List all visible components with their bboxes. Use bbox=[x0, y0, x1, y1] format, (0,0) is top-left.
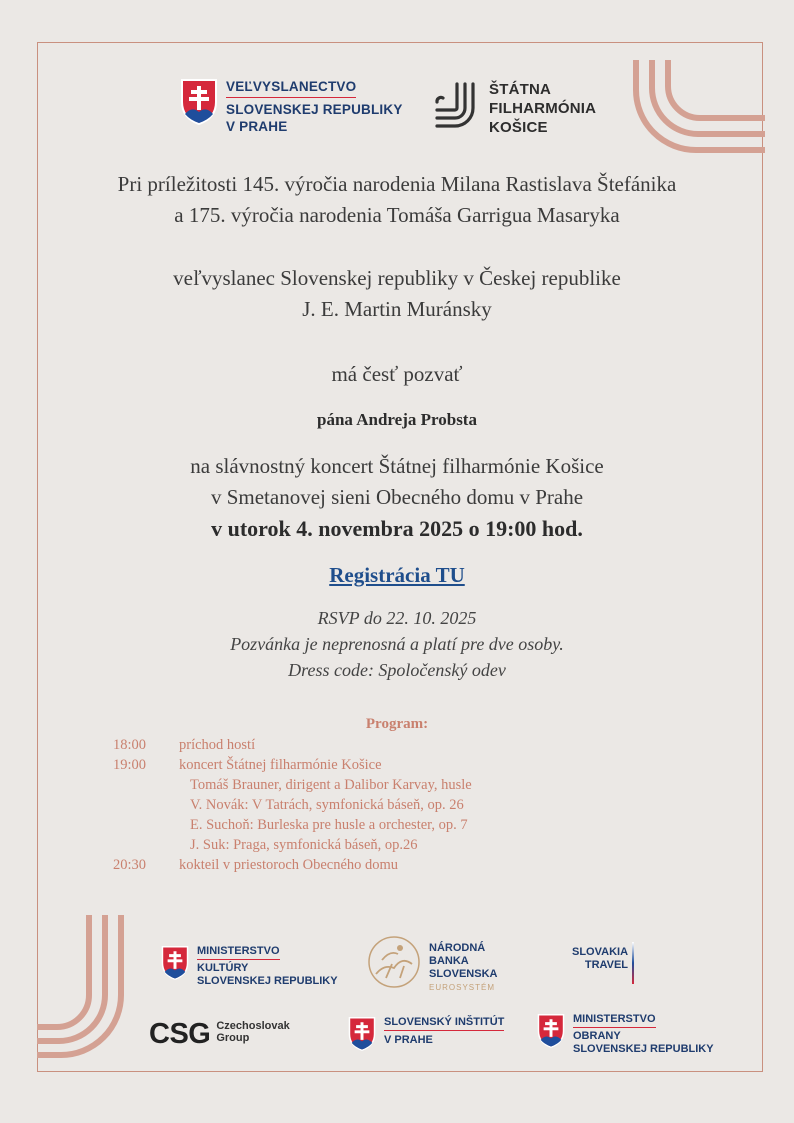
slovak-coat-of-arms-icon bbox=[161, 945, 189, 981]
program-time bbox=[113, 815, 179, 835]
national-bank-line3: SLOVENSKA bbox=[429, 968, 498, 980]
program-row bbox=[113, 735, 472, 755]
occasion-line-2: a 175. výročia narodenia Tomáša Garrigua Masaryka bbox=[174, 203, 620, 227]
slovakia-travel-line1: SLOVAKIA bbox=[572, 946, 629, 958]
defence-ministry-line2: OBRANY bbox=[573, 1030, 621, 1042]
national-bank-line1: NÁRODNÁ bbox=[429, 942, 486, 954]
program-text: koncert Štátnej filharmónie Košice bbox=[179, 757, 382, 773]
embassy-logo bbox=[180, 78, 403, 135]
program-row bbox=[113, 755, 472, 775]
philharmonic-logo bbox=[433, 80, 596, 137]
event-date-time: v utorok 4. novembra 2025 o 19:00 hod. bbox=[211, 516, 583, 541]
rsvp-line: RSVP do 22. 10. 2025 bbox=[317, 608, 477, 628]
program-time bbox=[113, 795, 179, 815]
registration-row bbox=[0, 561, 794, 592]
philharmonic-emblem-icon bbox=[433, 80, 479, 132]
csg-line2: Group bbox=[216, 1032, 250, 1044]
slovakia-travel-logo bbox=[572, 946, 634, 984]
registration-link[interactable]: Registrácia TU bbox=[329, 563, 465, 587]
slovak-coat-of-arms-icon bbox=[348, 1016, 376, 1052]
csg-wordmark: CSG bbox=[149, 1018, 211, 1050]
culture-ministry-line3: SLOVENSKEJ REPUBLIKY bbox=[197, 975, 338, 987]
national-bank-logo bbox=[366, 934, 497, 994]
slovak-institute-logo bbox=[348, 1016, 504, 1052]
dress-code: Dress code: Spoločenský odev bbox=[288, 660, 506, 680]
program-row bbox=[113, 815, 472, 835]
program-row bbox=[113, 835, 472, 855]
event-line-2: v Smetanovej sieni Obecného domu v Prahe bbox=[210, 485, 584, 509]
defence-ministry-logo bbox=[537, 1013, 714, 1056]
culture-ministry-line2: KULTÚRY bbox=[197, 962, 249, 974]
defence-ministry-line3: SLOVENSKEJ REPUBLIKY bbox=[573, 1043, 714, 1055]
program-text: príchod hostí bbox=[179, 737, 256, 753]
program-list bbox=[113, 735, 472, 875]
philharmonic-logo-line1: ŠTÁTNA bbox=[489, 81, 552, 98]
csg-logo bbox=[149, 1018, 290, 1050]
philharmonic-logo-line2: FILHARMÓNIA bbox=[489, 100, 597, 117]
slovakia-travel-line2: TRAVEL bbox=[584, 959, 629, 971]
csg-line1: Czechoslovak bbox=[216, 1020, 290, 1032]
program-time bbox=[113, 775, 179, 795]
program-row bbox=[113, 795, 472, 815]
occasion-line-1: Pri príležitosti 145. výročia narodenia Milana Rastislava Štefánika bbox=[117, 172, 677, 196]
program-title: Program: bbox=[365, 716, 429, 732]
embassy-logo-line2: SLOVENSKEJ REPUBLIKY bbox=[226, 102, 403, 117]
slovak-coat-of-arms-icon bbox=[537, 1013, 565, 1049]
program-time bbox=[113, 835, 179, 855]
slovak-institute-line1: SLOVENSKÝ INŠTITÚT bbox=[384, 1016, 504, 1031]
program-row bbox=[113, 855, 472, 875]
program-text: J. Suk: Praga, symfonická báseň, op.26 bbox=[190, 837, 418, 853]
program-time: 20:30 bbox=[113, 857, 147, 873]
slovakia-travel-bar bbox=[632, 942, 634, 984]
program-time: 19:00 bbox=[113, 757, 147, 773]
program-text: V. Novák: V Tatrách, symfonická báseň, op. 26 bbox=[190, 797, 464, 813]
national-bank-line4: EUROSYSTÉM bbox=[429, 983, 496, 992]
program-text: E. Suchoň: Burleska pre husle a orchester, op. 7 bbox=[190, 817, 468, 833]
program-text: Tomáš Brauner, dirigent a Dalibor Karvay, husle bbox=[190, 777, 472, 793]
embassy-logo-line3: V PRAHE bbox=[226, 119, 288, 134]
event-line-1: na slávnostný koncert Štátnej filharmónie Košice bbox=[190, 454, 604, 478]
defence-ministry-line1: MINISTERSTVO bbox=[573, 1013, 656, 1028]
national-bank-emblem-icon bbox=[366, 934, 422, 990]
philharmonic-logo-line3: KOŠICE bbox=[489, 119, 548, 136]
honor-line: má česť pozvať bbox=[331, 362, 463, 386]
slovak-institute-line2: V PRAHE bbox=[384, 1034, 433, 1046]
program-time: 18:00 bbox=[113, 737, 147, 753]
embassy-logo-line1: VEĽVYSLANECTVO bbox=[226, 78, 356, 98]
culture-ministry-line1: MINISTERSTVO bbox=[197, 945, 280, 960]
host-line-1: veľvyslanec Slovenskej republiky v Českej republike bbox=[173, 266, 621, 290]
host-line-2: J. E. Martin Muránsky bbox=[302, 297, 492, 321]
decorative-arcs-bottom-left bbox=[37, 915, 127, 1065]
national-bank-line2: BANKA bbox=[429, 955, 469, 967]
decorative-arcs-top-right bbox=[630, 60, 765, 160]
program-text: kokteil v priestoroch Obecného domu bbox=[179, 857, 399, 873]
transfer-note: Pozvánka je neprenosná a platí pre dve osoby. bbox=[230, 634, 564, 654]
guest-name: pána Andreja Probsta bbox=[317, 410, 477, 429]
program-row bbox=[113, 775, 472, 795]
slovak-coat-of-arms-icon bbox=[180, 78, 218, 126]
culture-ministry-logo bbox=[161, 945, 338, 988]
